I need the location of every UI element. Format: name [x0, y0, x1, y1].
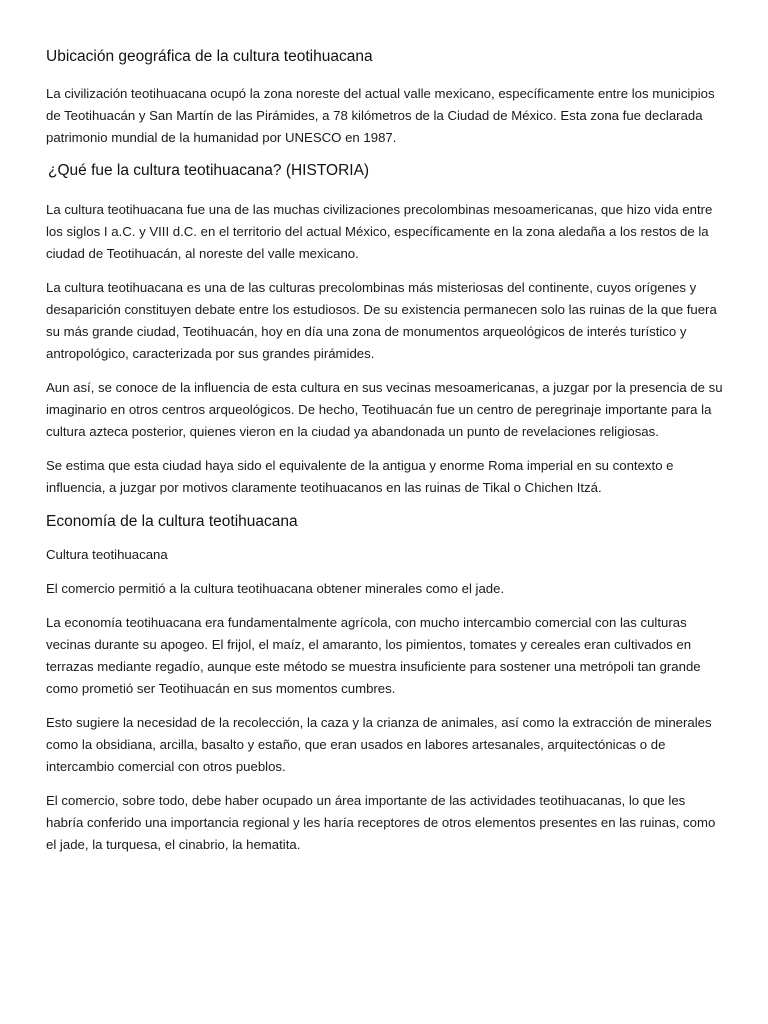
paragraph-economia-2: La economía teotihuacana era fundamentalmente agrícola, con mucho intercambio comercial con las culturas vecinas durante su apogeo. El frijol, el maíz, el amaranto, los pimientos, tomates y cereales eran cultivados en terrazas mediante regadío, aunque este método se muestra insuficiente para sostener una metrópoli tan grande como prometió ser Teotihuacán en sus momentos cumbres.	[46, 615, 701, 696]
caption-subheading: Cultura teotihuacana	[46, 547, 168, 562]
paragraph-historia-2: La cultura teotihuacana es una de las culturas precolombinas más misteriosas del continente, cuyos orígenes y desaparición constituyen debate entre los estudiosos. De su existencia permanecen solo las ruinas de la que fuera su más grande ciudad, Teotihuacán, hoy en día una zona de monumentos arqueológicos de interés turístico y antropológico, caracterizada por sus grandes pirámides.	[46, 280, 717, 361]
paragraph-ubicacion: La civilización teotihuacana ocupó la zona noreste del actual valle mexicano, específicamente entre los municipios de Teotihuacán y San Martín de las Pirámides, a 78 kilómetros de la Ciudad de México. Esta zona fue declarada patrimonio mundial de la humanidad por UNESCO en 1987.	[46, 86, 715, 145]
section-heading-economia: Economía de la cultura teotihuacana	[46, 513, 298, 530]
section-heading-ubicacion: Ubicación geográfica de la cultura teotihuacana	[46, 48, 373, 65]
paragraph-historia-4: Se estima que esta ciudad haya sido el equivalente de la antigua y enorme Roma imperial en su contexto e influencia, a juzgar por motivos claramente teotihuacanos en las ruinas de Tikal o Chichen Itzá.	[46, 458, 674, 495]
section-heading-historia: ¿Qué fue la cultura teotihuacana? (HISTORIA)	[48, 162, 370, 179]
paragraph-economia-3: Esto sugiere la necesidad de la recolección, la caza y la crianza de animales, así como la extracción de minerales como la obsidiana, arcilla, basalto y estaño, que eran usados en labores artesanales, arquitectónicas o de intercambio comercial con otros pueblos.	[46, 715, 712, 774]
paragraph-historia-1: La cultura teotihuacana fue una de las muchas civilizaciones precolombinas mesoamericanas, que hizo vida entre los siglos I a.C. y VIII d.C. en el territorio del actual México, específicamente en la zona aledaña a los restos de la ciudad de Teotihuacán, al noreste del valle mexicano.	[46, 202, 713, 261]
paragraph-historia-3: Aun así, se conoce de la influencia de esta cultura en sus vecinas mesoamericanas, a juzgar por la presencia de su imaginario en otros centros arqueológicos. De hecho, Teotihuacán fue un centro de peregrinaje importante para la cultura azteca posterior, quienes vieron en la ciudad ya abandonada un punto de revelaciones religiosas.	[46, 380, 723, 439]
paragraph-economia-4: El comercio, sobre todo, debe haber ocupado un área importante de las actividades teotihuacanas, lo que les habría conferido una importancia regional y les haría receptores de otros elementos presentes en las ruinas, como el jade, la turquesa, el cinabrio, la hematita.	[46, 793, 716, 852]
document-body	[46, 46, 726, 868]
paragraph-economia-1: El comercio permitió a la cultura teotihuacana obtener minerales como el jade.	[46, 581, 505, 596]
